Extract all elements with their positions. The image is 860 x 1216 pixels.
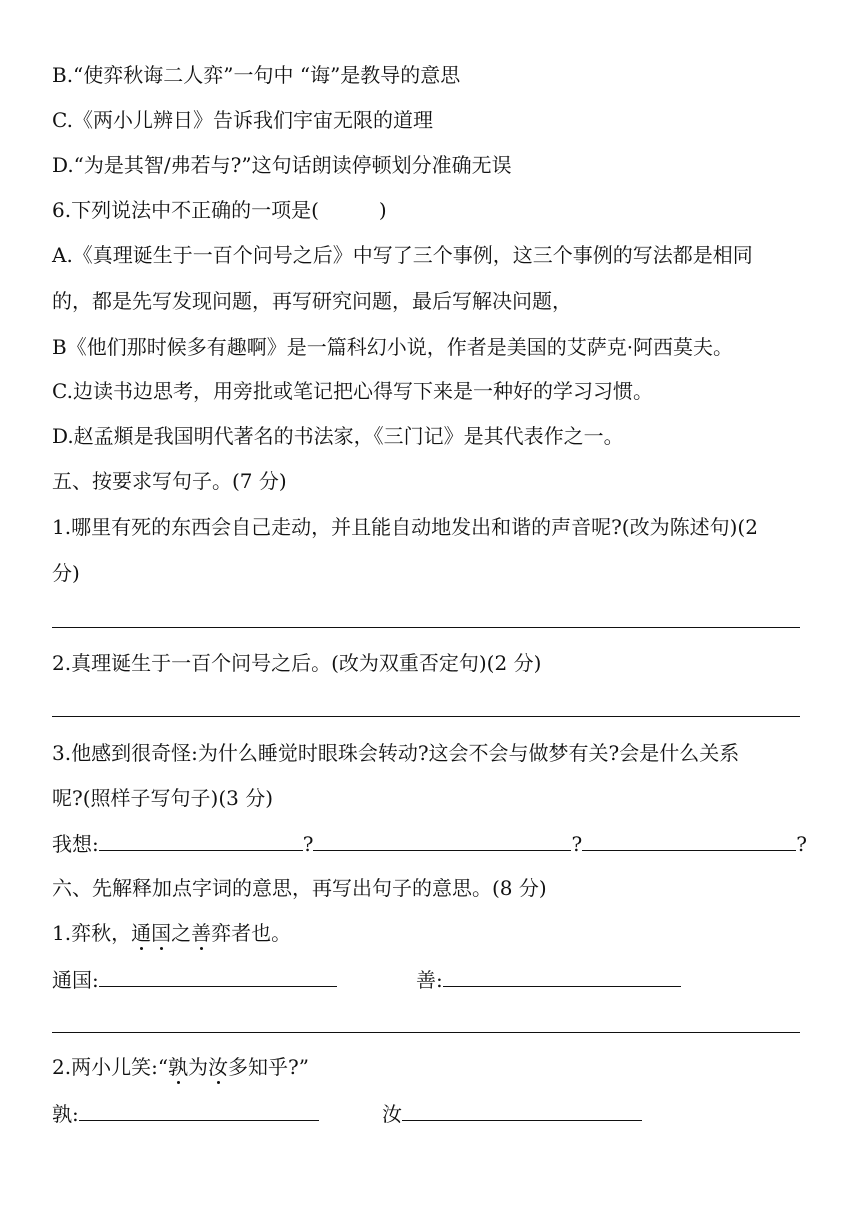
- dotted-char: 孰: [168, 1055, 189, 1079]
- shan-blank[interactable]: [443, 966, 681, 987]
- dotted-char: 通: [131, 921, 152, 945]
- text-span: 多知乎?”: [228, 1055, 309, 1079]
- s6-q2-sentence: [52, 1054, 309, 1080]
- q5-option-b: B.“使弈秋诲二人弈”一句中 “诲”是教导的意思: [52, 63, 461, 87]
- s5-q1-line2: 分): [52, 561, 80, 585]
- dotted-char: 善: [191, 921, 212, 945]
- s5-q3-line1: 3.他感到很奇怪:为什么睡觉时眼珠会转动?这会不会与做梦有关?会是什么关系: [52, 741, 740, 765]
- blank-1[interactable]: [99, 830, 303, 851]
- blank-3[interactable]: [582, 830, 796, 851]
- q6-option-a-line2: 的，都是先写发现问题，再写研究问题，最后写解决问题，: [52, 289, 572, 313]
- answer-line-s5-q2[interactable]: [52, 716, 800, 717]
- s6-tongguo-row: [52, 966, 337, 993]
- q6-option-d: D.赵孟頫是我国明代著名的书法家，《三门记》是其代表作之一。: [52, 424, 624, 448]
- answer-line-s5-q1[interactable]: [52, 627, 800, 628]
- text-span: 之: [171, 921, 192, 945]
- section-5-title: 五、按要求写句子。(7 分): [52, 469, 287, 493]
- q6-option-b: B《他们那时候多有趣啊》是一篇科幻小说，作者是美国的艾萨克·阿西莫夫。: [52, 335, 734, 359]
- blank-2[interactable]: [313, 830, 571, 851]
- text-span: 2.两小儿笑:“: [52, 1055, 169, 1079]
- ru-blank[interactable]: [402, 1100, 642, 1121]
- s5-q3-line2: 呢?(照样子写句子)(3 分): [52, 786, 274, 810]
- dotted-char: 国: [151, 921, 172, 945]
- s5-q3-prefix: 我想:: [52, 832, 99, 856]
- s6-shan-row: [416, 966, 681, 993]
- ru-label: 汝: [382, 1102, 402, 1126]
- shu-label: 孰:: [52, 1102, 79, 1126]
- tongguo-blank[interactable]: [99, 966, 337, 987]
- text-span: 1.弈秋，: [52, 921, 132, 945]
- s6-shu-row: [52, 1100, 319, 1127]
- shan-label: 善:: [416, 968, 443, 992]
- question-mark: ?: [796, 832, 807, 856]
- s5-q2: 2.真理诞生于一百个问号之后。(改为双重否定句)(2 分): [52, 651, 542, 675]
- tongguo-label: 通国:: [52, 968, 99, 992]
- s6-q1-sentence: [52, 920, 291, 946]
- text-span: 弈者也。: [211, 921, 292, 945]
- q5-option-d: D.“为是其智/弗若与?”这句话朗读停顿划分准确无误: [52, 153, 512, 177]
- q5-option-c: C.《两小儿辨日》告诉我们宇宙无限的道理: [52, 108, 433, 132]
- question-mark: ?: [571, 832, 583, 856]
- section-6-title: 六、先解释加点字词的意思，再写出句子的意思。(8 分): [52, 876, 547, 900]
- q6-option-c: C.边读书边思考，用旁批或笔记把心得写下来是一种好的学习习惯。: [52, 379, 653, 403]
- s5-q3-answer-row: [52, 830, 807, 857]
- q6-stem: 6.下列说法中不正确的一项是( ): [52, 198, 387, 222]
- s6-ru-row: [382, 1100, 642, 1127]
- answer-line-s6-q1[interactable]: [52, 1032, 800, 1033]
- q6-option-a-line1: A.《真理诞生于一百个问号之后》中写了三个事例，这三个事例的写法都是相同: [52, 243, 753, 267]
- shu-blank[interactable]: [79, 1100, 319, 1121]
- dotted-char: 汝: [208, 1055, 229, 1079]
- s5-q1-line1: 1.哪里有死的东西会自己走动，并且能自动地发出和谐的声音呢?(改为陈述句)(2: [52, 515, 758, 539]
- question-mark: ?: [302, 832, 314, 856]
- text-span: 为: [188, 1055, 209, 1079]
